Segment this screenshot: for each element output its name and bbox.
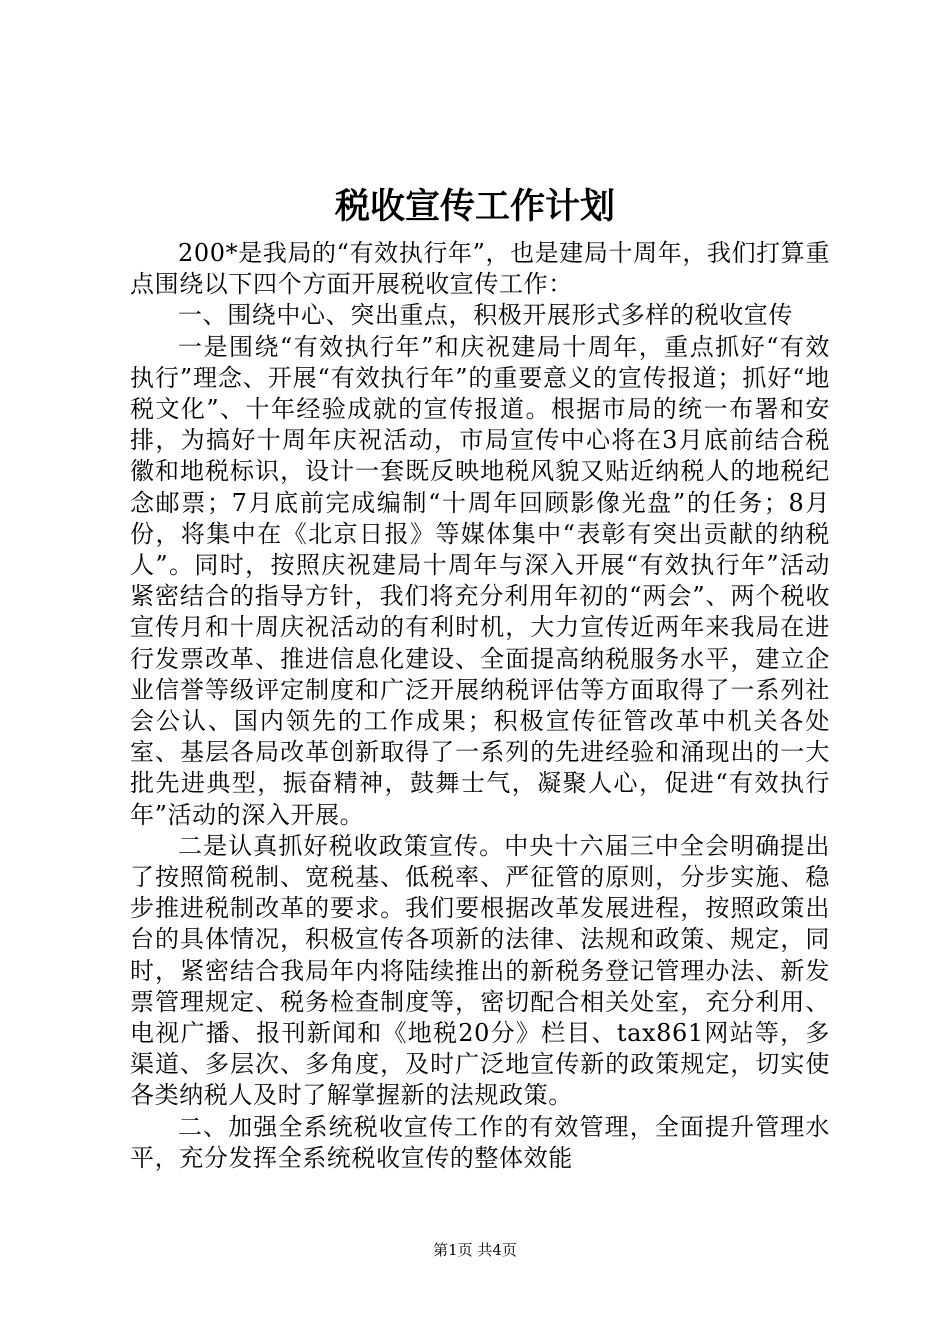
page-number-footer: 第1页 共4页 bbox=[433, 1241, 517, 1259]
body-paragraph: 一是围绕“有效执行年”和庆祝建局十周年，重点抓好“有效执行”理念、开展“有效执行年”的重要意义的宣传报道；抓好“地税文化”、十年经验成就的宣传报道。根据市局的统一布署和安排，为搞好十周年庆祝活动，市局宣传中心将在3月底前结合税徽和地税标识，设计一套既反映地税风貌又贴近纳税人的地税纪念邮票；7月底前完成编制“十周年回顾影像光盘”的任务；8月份，将集中在《北京日报》等媒体集中“表彰有突出贡献的纳税人”。同时，按照庆祝建局十周年与深入开展“有效执行年”活动紧密结合的指导方针，我们将充分利用年初的“两会”、两个税收宣传月和十周庆祝活动的有利时机，大力宣传近两年来我局在进行发票改革、推进信息化建设、全面提高纳税服务水平，建立企业信誉等级评定制度和广泛开展纳税评估等方面取得了一系列社会公认、国内领先的工作成果；积极宣传征管改革中机关各处室、基层各局改革创新取得了一系列的先进经验和涌现出的一大批先进典型，振奋精神，鼓舞士气，凝聚人心，促进“有效执行年”活动的深入开展。 bbox=[130, 332, 830, 829]
section-heading-2: 二、加强全系统税收宣传工作的有效管理，全面提升管理水平，充分发挥全系统税收宣传的整体效能 bbox=[130, 1112, 830, 1172]
document-body bbox=[130, 238, 830, 1174]
body-paragraph: 二是认真抓好税收政策宣传。中央十六届三中全会明确提出了按照简税制、宽税基、低税率、严征管的原则，分步实施、稳步推进税制改革的要求。我们要根据改革发展进程，按照政策出台的具体情况，积极宣传各项新的法律、法规和政策、规定，同时，紧密结合我局年内将陆续推出的新税务登记管理办法、新发票管理规定、税务检查制度等，密切配合相关处室，充分利用、电视广播、报刊新闻和《地税20分》栏目、tax861网站等，多渠道、多层次、多角度，及时广泛地宣传新的政策规定，切实使各类纳税人及时了解掌握新的法规政策。 bbox=[130, 831, 830, 1110]
document-title: 税收宣传工作计划 bbox=[334, 186, 615, 227]
intro-paragraph: 200*是我局的“有效执行年”，也是建局十周年，我们打算重点围绕以下四个方面开展税收宣传工作： bbox=[130, 239, 830, 299]
section-heading-1: 一、围绕中心、突出重点，积极开展形式多样的税收宣传 bbox=[178, 301, 793, 330]
